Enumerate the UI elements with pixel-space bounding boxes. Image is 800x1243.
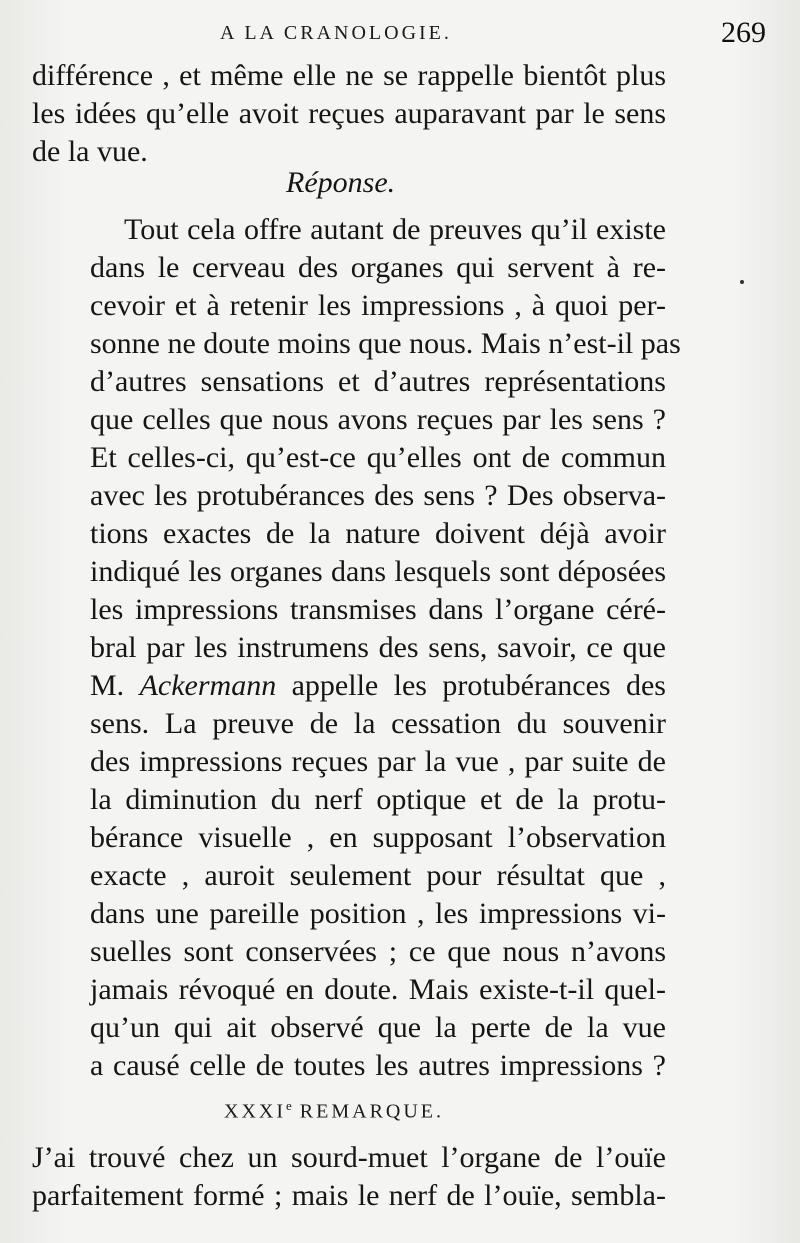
text-line: de la vue. [32,135,148,168]
text-line: Tout cela offre autant de preuves qu’il existe [124,213,666,246]
ackermann-suffix: appelle les protubérances des [276,669,666,702]
text-line: bral par les instrumens des sens, savoir, ce que [90,631,666,664]
ink-speck [740,280,744,284]
text-line: indiqué les organes dans lesquels sont déposées [90,555,666,588]
text-line: dans le cerveau des organes qui servent à re- [90,251,666,284]
remark-word: REMARQUE. [291,1100,445,1123]
text-line: parfaitement formé ; mais le nerf de l’ouïe, sembla- [32,1179,666,1212]
remark-superscript: e [286,1098,292,1113]
text-line: J’ai trouvé chez un sourd-muet l’organe de l’ouïe [32,1141,666,1174]
text-line: les idées qu’elle avoit reçues auparavant par le sens [32,97,666,130]
text-line: les impressions transmises dans l’organe céré- [90,593,666,626]
text-line: bérance visuelle , en supposant l’observation [90,821,666,854]
running-head: A LA CRANOLOGIE. [220,22,452,44]
ackermann-name: Ackermann [139,669,277,702]
remark-numeral: XXXI [224,1100,286,1123]
text-line: jamais révoqué en doute. Mais existe-t-il quel- [90,973,666,1006]
text-line: sens. La preuve de la cessation du souvenir [90,707,666,740]
page-number: 269 [721,16,766,49]
text-line: a causé celle de toutes les autres impressions ? [90,1049,666,1082]
text-line: avec les protubérances des sens ? Des observa- [90,479,666,512]
text-line: sonne ne doute moins que nous. Mais n’est-il pas [90,327,681,360]
ackermann-prefix: M. [90,669,140,702]
remark-heading [224,1098,444,1124]
text-line: suelles sont conservées ; ce que nous n’avons [90,935,666,968]
text-line: qu’un qui ait observé que la perte de la vue [90,1011,666,1044]
text-line: Et celles-ci, qu’est-ce qu’elles ont de commun [90,441,666,474]
reponse-heading: Réponse. [286,166,396,199]
text-line: cevoir et à retenir les impressions , à quoi per- [90,289,666,322]
text-line: dans une pareille position , les impressions vi- [90,897,666,930]
text-line: que celles que nous avons reçues par les sens ? [90,403,666,436]
ackermann-line [90,668,666,704]
text-line: des impressions reçues par la vue , par suite de [90,745,666,778]
text-line: la diminution du nerf optique et de la protu- [90,783,666,816]
text-line: tions exactes de la nature doivent déjà avoir [90,517,666,550]
page-header [30,18,770,52]
text-line: d’autres sensations et d’autres représentations [90,365,666,398]
text-line: différence , et même elle ne se rappelle bientôt plus [32,59,666,92]
text-line: exacte , auroit seulement pour résultat que , [90,859,666,892]
